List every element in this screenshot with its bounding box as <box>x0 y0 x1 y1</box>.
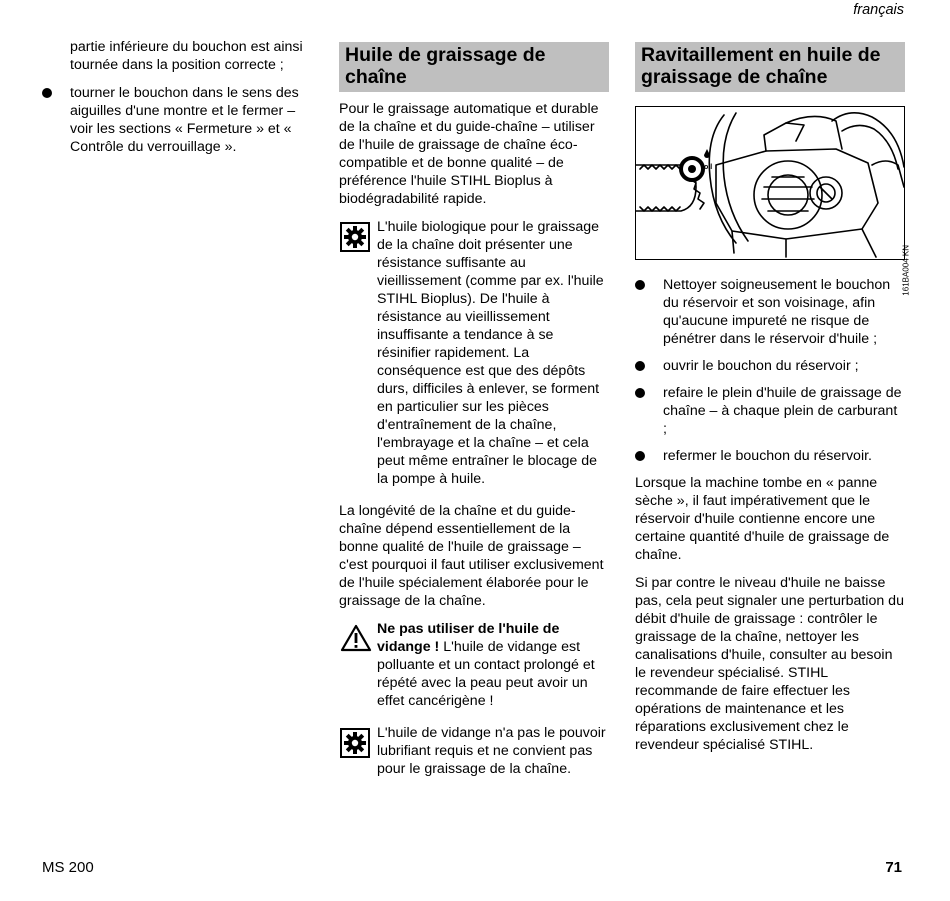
list-item <box>635 276 905 348</box>
list-item-text: tourner le bouchon dans le sens des aiguilles d'une montre et le fermer – voir les sections « Fermeture » et « Contrôle du verrouillage ». <box>70 85 299 155</box>
oil-level-paragraph: Si par contre le niveau d'huile ne baisse pas, cela peut signaler une perturbation du débit d'huile de graissage : contrôler le graissage de la chaîne, nettoyer les canalisations d'huile, consulter au besoin le revendeur spécialisé. STIHL recommande de faire effectuer les opérations de maintenance et les réparations exclusivement chez le revendeur spécialisé STIHL. <box>635 575 904 753</box>
page-number: 71 <box>885 859 902 876</box>
bullet-icon <box>635 451 645 461</box>
warning-block <box>339 620 609 710</box>
chainsaw-drawing <box>636 107 904 259</box>
note-text: L'huile biologique pour le graissage de la chaîne doit présenter une résistance suffisante au vieillissement (comme par ex. l'huile STIHL Bioplus). De l'huile à résistance au vieillissement insuffisante a tendance à se résinifier rapidement. La conséquence est que des dépôts durs, difficiles à enlever, se forment en particulier sur les pièces d'entraînement de la chaîne, l'embrayage et la chaîne – et cela peut même entraîner le blocage de la pompe à huile. <box>377 219 604 487</box>
warning-triangle-icon <box>340 624 372 657</box>
list-item-text: refaire le plein d'huile de graissage de chaîne – à chaque plein de carburant ; <box>663 385 902 437</box>
note-used-oil <box>339 724 609 778</box>
bullet-icon <box>42 88 52 98</box>
list-item <box>42 84 312 156</box>
gear-note-icon <box>340 728 370 763</box>
bullet-icon <box>635 388 645 398</box>
dry-run-paragraph: Lorsque la machine tombe en « panne sèche », il faut impérativement que le réservoir d'huile contienne encore une certaine quantité d'huile de graissage de chaîne. <box>635 475 890 563</box>
warning-title: Ne pas utiliser de l'huile de vidange ! <box>377 621 560 655</box>
column-middle <box>339 38 609 792</box>
note-bio-oil <box>339 218 609 488</box>
svg-text:oil: oil <box>704 164 713 171</box>
section-heading-refuel-oil: Ravitaillement en huile de graissage de chaîne <box>635 42 905 92</box>
longevity-paragraph: La longévité de la chaîne et du guide-chaîne dépend essentiellement de la bonne qualité de l'huile de graissage – c'est pourquoi il faut utiliser exclusivement de l'huile spécialement élaborée pour le graissage de la chaîne. <box>339 503 604 609</box>
intro-paragraph: Pour le graissage automatique et durable de la chaîne et du guide-chaîne – utiliser de l'huile de graissage de chaîne éco-compatible et de bonne qualité – de préférence l'huile STIHL Bioplus à biodégradabilité rapide. <box>339 101 599 207</box>
list-item <box>635 357 905 375</box>
bullet-icon <box>635 280 645 290</box>
language-label: français <box>853 2 904 18</box>
bullet-icon <box>635 361 645 371</box>
list-item <box>635 384 905 438</box>
section-heading-chain-oil: Huile de graissage de chaîne <box>339 42 609 92</box>
note-text: L'huile de vidange n'a pas le pouvoir lubrifiant requis et ne convient pas pour le graissage de la chaîne. <box>377 725 606 777</box>
chainsaw-illustration <box>635 106 911 296</box>
column-right <box>635 38 911 764</box>
warning-text: L'huile de vidange est polluante et un contact prolongé et répété avec la peau peut avoir un effet cancérigène ! <box>377 639 595 709</box>
column-left <box>42 38 312 165</box>
list-item <box>635 447 905 465</box>
gear-note-icon <box>340 222 370 257</box>
continued-paragraph: partie inférieure du bouchon est ainsi tournée dans la position correcte ; <box>70 39 303 73</box>
list-item-text: ouvrir le bouchon du réservoir ; <box>663 358 859 374</box>
footer-model: MS 200 <box>42 859 94 876</box>
figure-reference: 161BA004 KN <box>902 245 911 296</box>
list-item-text: refermer le bouchon du réservoir. <box>663 448 872 464</box>
list-item-text: Nettoyer soigneusement le bouchon du réservoir et son voisinage, afin qu'aucune impureté ne risque de pénétrer dans le réservoir d'huile ; <box>663 277 891 347</box>
